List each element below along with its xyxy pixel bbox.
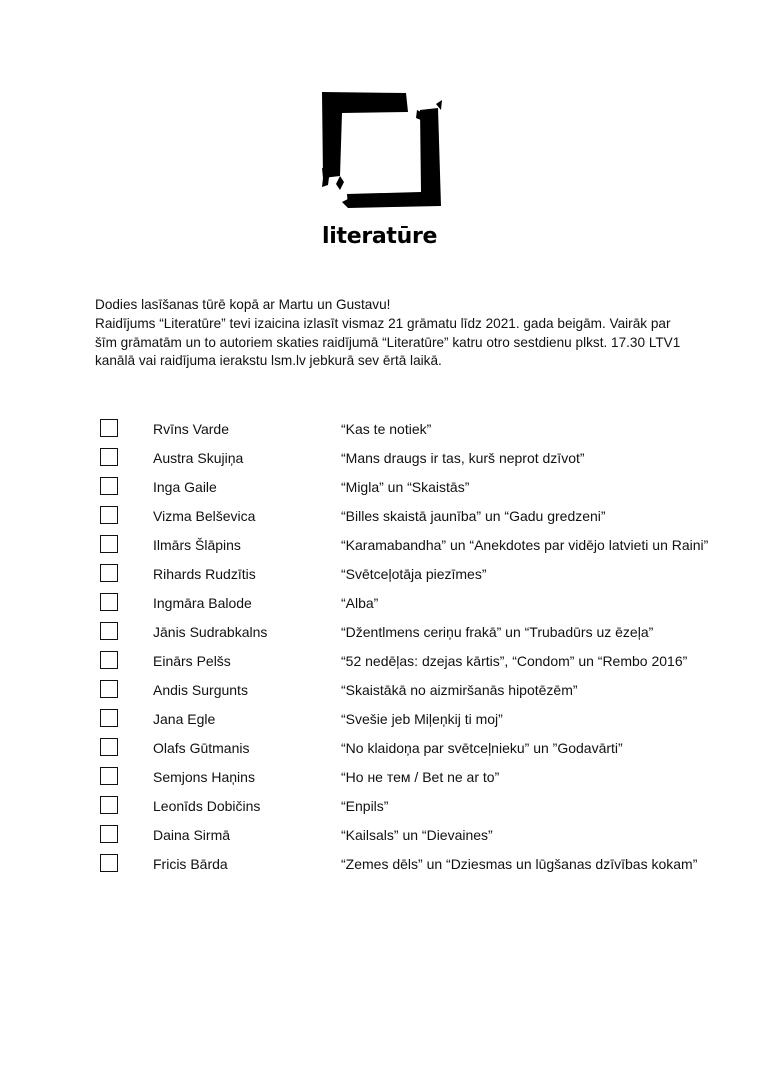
book-row <box>97 651 717 680</box>
book-row <box>97 448 717 477</box>
book-author: Jānis Sudrabkalns <box>153 624 268 640</box>
book-author: Austra Skujiņa <box>153 450 244 466</box>
book-row <box>97 680 717 709</box>
book-row <box>97 477 717 506</box>
book-checkbox[interactable] <box>100 477 118 495</box>
book-checkbox[interactable] <box>100 593 118 611</box>
book-author: Ilmārs Šlāpins <box>153 537 241 553</box>
book-checkbox[interactable] <box>100 564 118 582</box>
book-title: “52 nedēļas: dzejas kārtis”, “Condom” un “Rembo 2016” <box>341 653 688 669</box>
book-row <box>97 622 717 651</box>
book-checkbox[interactable] <box>100 680 118 698</box>
book-checkbox[interactable] <box>100 506 118 524</box>
book-author: Andis Surgunts <box>153 682 248 698</box>
book-title: “Zemes dēls” un “Dziesmas un lūgšanas dzīvības kokam” <box>341 856 698 872</box>
book-row <box>97 535 717 564</box>
book-row <box>97 506 717 535</box>
book-title: “Migla” un “Skaistās” <box>341 479 470 495</box>
book-row <box>97 738 717 767</box>
intro-line-1: Dodies lasīšanas tūrē kopā ar Martu un Gustavu! <box>95 297 391 312</box>
book-title: “Billes skaistā jaunība” un “Gadu gredzeni” <box>341 508 606 524</box>
book-row <box>97 564 717 593</box>
book-row <box>97 825 717 854</box>
intro-text <box>95 296 695 371</box>
book-author: Olafs Gūtmanis <box>153 740 250 756</box>
book-row <box>97 767 717 796</box>
book-title: “Enpils” <box>341 798 389 814</box>
book-author: Vizma Belševica <box>153 508 256 524</box>
book-title: “No klaidoņa par svētceļnieku” un ”Godavārti” <box>341 740 623 756</box>
book-title: “Svētceļotāja piezīmes” <box>341 566 487 582</box>
book-checkbox[interactable] <box>100 796 118 814</box>
book-checkbox[interactable] <box>100 767 118 785</box>
book-title: “Но не тем / Bet ne ar to” <box>341 769 500 785</box>
book-author: Ingmāra Balode <box>153 595 252 611</box>
book-author: Rihards Rudzītis <box>153 566 256 582</box>
book-checkbox[interactable] <box>100 854 118 872</box>
book-author: Einārs Pelšs <box>153 653 231 669</box>
book-row <box>97 709 717 738</box>
book-title: “Alba” <box>341 595 379 611</box>
book-checklist <box>97 419 717 883</box>
book-row <box>97 593 717 622</box>
book-checkbox[interactable] <box>100 622 118 640</box>
logo-wordmark: literatūre <box>322 224 438 249</box>
book-author: Jana Egle <box>153 711 216 727</box>
book-author: Inga Gaile <box>153 479 217 495</box>
book-author: Leonīds Dobičins <box>153 798 261 814</box>
book-checkbox[interactable] <box>100 825 118 843</box>
book-title: “Kailsals” un “Dievaines” <box>341 827 493 843</box>
book-checkbox[interactable] <box>100 738 118 756</box>
book-title: “Svešie jeb Miļeņkij ti moj” <box>341 711 503 727</box>
book-author: Fricis Bārda <box>153 856 228 872</box>
book-author: Daina Sirmā <box>153 827 231 843</box>
book-checkbox[interactable] <box>100 419 118 437</box>
book-author: Rvīns Varde <box>153 421 229 437</box>
book-checkbox[interactable] <box>100 535 118 553</box>
book-title: “Kas te notiek” <box>341 421 432 437</box>
book-title: “Džentlmens ceriņu frakā” un “Trubadūrs uz ēzeļa” <box>341 624 654 640</box>
book-author: Semjons Haņins <box>153 769 255 785</box>
book-checkbox[interactable] <box>100 448 118 466</box>
intro-line-2: Raidījums “Literatūre” tevi izaicina izlasīt vismaz 21 grāmatu līdz 2021. gada beigām. Vairāk par šīm grāmatām un to autoriem skaties raidījumā “Literatūre” katru otro sestdienu plkst. 17.30 LTV1 kanālā vai raidījuma ierakstu lsm.lv jebkurā sev ērtā laikā. <box>95 315 681 369</box>
brush-square-logo-icon <box>320 90 444 210</box>
book-row <box>97 854 717 883</box>
book-checkbox[interactable] <box>100 651 118 669</box>
book-checkbox[interactable] <box>100 709 118 727</box>
book-row <box>97 796 717 825</box>
book-title: “Karamabandha” un “Anekdotes par vidējo latvieti un Raini” <box>341 537 709 553</box>
book-title: “Mans draugs ir tas, kurš neprot dzīvot” <box>341 450 585 466</box>
book-title: “Skaistākā no aizmiršanās hipotēzēm” <box>341 682 578 698</box>
book-row <box>97 419 717 448</box>
